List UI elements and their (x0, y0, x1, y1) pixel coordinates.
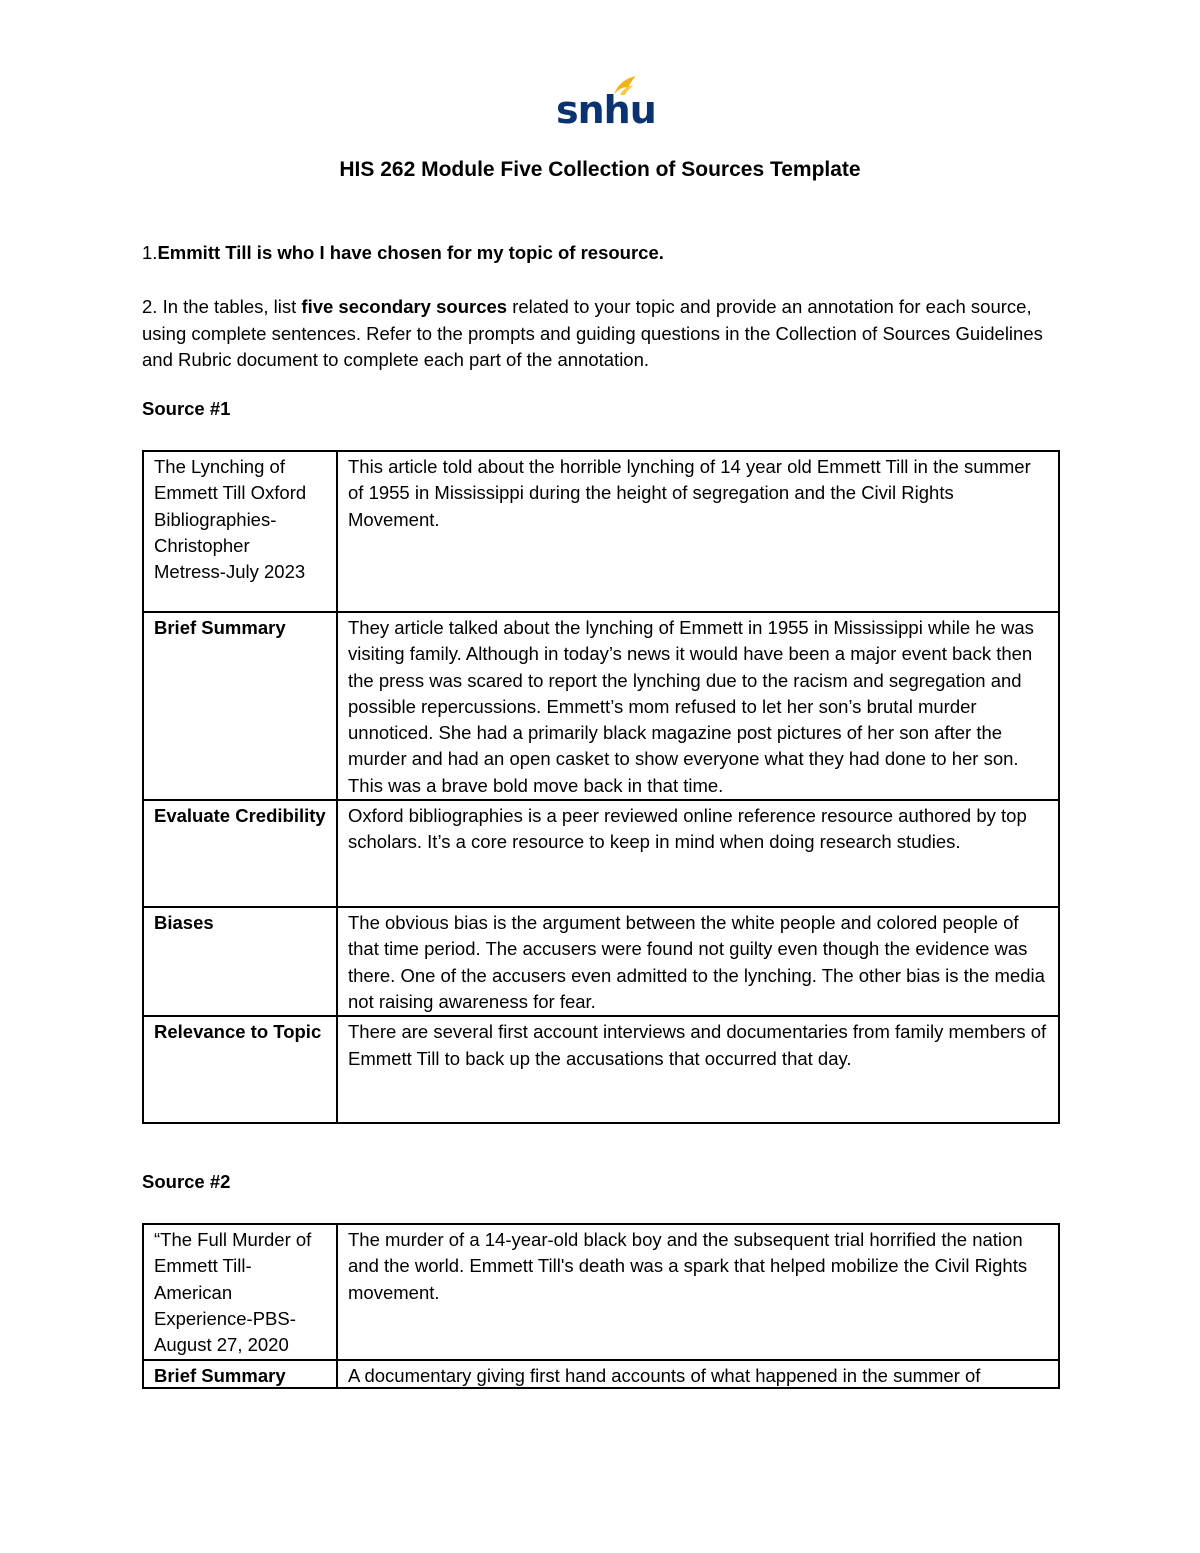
evaluate-credibility-label: Evaluate Credibility (143, 800, 337, 907)
source-1-table (142, 450, 1060, 1124)
brief-summary-text-line: A documentary giving first hand accounts of what happened in the summer of (348, 1365, 981, 1386)
brief-summary-text: They article talked about the lynching of Emmett in 1955 in Mississippi while he was visiting family. Although in today’s news it would have been a major event back then the press was scared to report the lynching due to the racism and segregation and possible repercussions. Emmett’s mom refused to let her son’s brutal murder unnoticed. She had a primarily black magazine post pictures of her son after the murder and had an open casket to show everyone what they had done to her son. This was a brave bold move back in that time. (337, 612, 1059, 800)
source-2-heading: Source #2 (142, 1171, 231, 1192)
table-row (143, 451, 1059, 612)
table-row (143, 800, 1059, 907)
brief-summary-text (337, 1360, 1059, 1388)
relevance-text: There are several first account interviews and documentaries from family members of Emmett Till to back up the accusations that occurred that day. (337, 1016, 1059, 1123)
table-row (143, 1016, 1059, 1123)
question-2-emphasis: five secondary sources (301, 296, 508, 317)
source-1-citation-text: This article told about the horrible lynching of 14 year old Emmett Till in the summer of 1955 in Mississippi during the height of segregation and the Civil Rights Movement. (337, 451, 1059, 612)
biases-text: The obvious bias is the argument between the white people and colored people of that time period. The accusers were found not guilty even though the evidence was there. One of the accusers even admitted to the lynching. The other bias is the media not raising awareness for fear. (337, 907, 1059, 1016)
question-1-answer: Emmitt Till is who I have chosen for my topic of resource. (157, 242, 664, 263)
question-1-number: 1. (142, 242, 158, 263)
brief-summary-label (143, 1360, 337, 1388)
relevance-label: Relevance to Topic (143, 1016, 337, 1123)
source-1-heading: Source #1 (142, 398, 231, 419)
source-2-table (142, 1223, 1060, 1389)
logo-text: snhu (556, 88, 656, 132)
evaluate-credibility-text: Oxford bibliographies is a peer reviewed online reference resource authored by top scholars. It’s a core resource to keep in mind when doing research studies. (337, 800, 1059, 907)
source-2-citation-text: The murder of a 14-year-old black boy and the subsequent trial horrified the nation and the world. Emmett Till's death was a spark that helped mobilize the Civil Rights movement. (337, 1224, 1059, 1360)
table-row (143, 1360, 1059, 1388)
table-row (143, 612, 1059, 800)
question-2 (142, 294, 1062, 374)
question-2-intro: 2. In the tables, list (142, 296, 302, 317)
question-2-rest: related to your topic and provide an annotation for each source, using complete sentences. Refer to the prompts and guiding questions in the Collection of Sources Guidelines and Rubric document to complete each part of the annotation. (142, 296, 1043, 370)
brief-summary-label: Brief Summary (143, 612, 337, 800)
source-2-citation: “The Full Murder of Emmett Till-American Experience-PBS-August 27, 2020 (143, 1224, 337, 1360)
table-row (143, 1224, 1059, 1360)
biases-label: Biases (143, 907, 337, 1016)
brief-summary-label-text: Brief Summary (154, 1365, 286, 1386)
snhu-logo (556, 74, 656, 134)
question-1 (142, 240, 1062, 267)
page-title: HIS 262 Module Five Collection of Sources Template (339, 158, 861, 181)
table-row (143, 907, 1059, 1016)
source-1-citation: The Lynching of Emmett Till Oxford Bibliographies-Christopher Metress-July 2023 (143, 451, 337, 612)
